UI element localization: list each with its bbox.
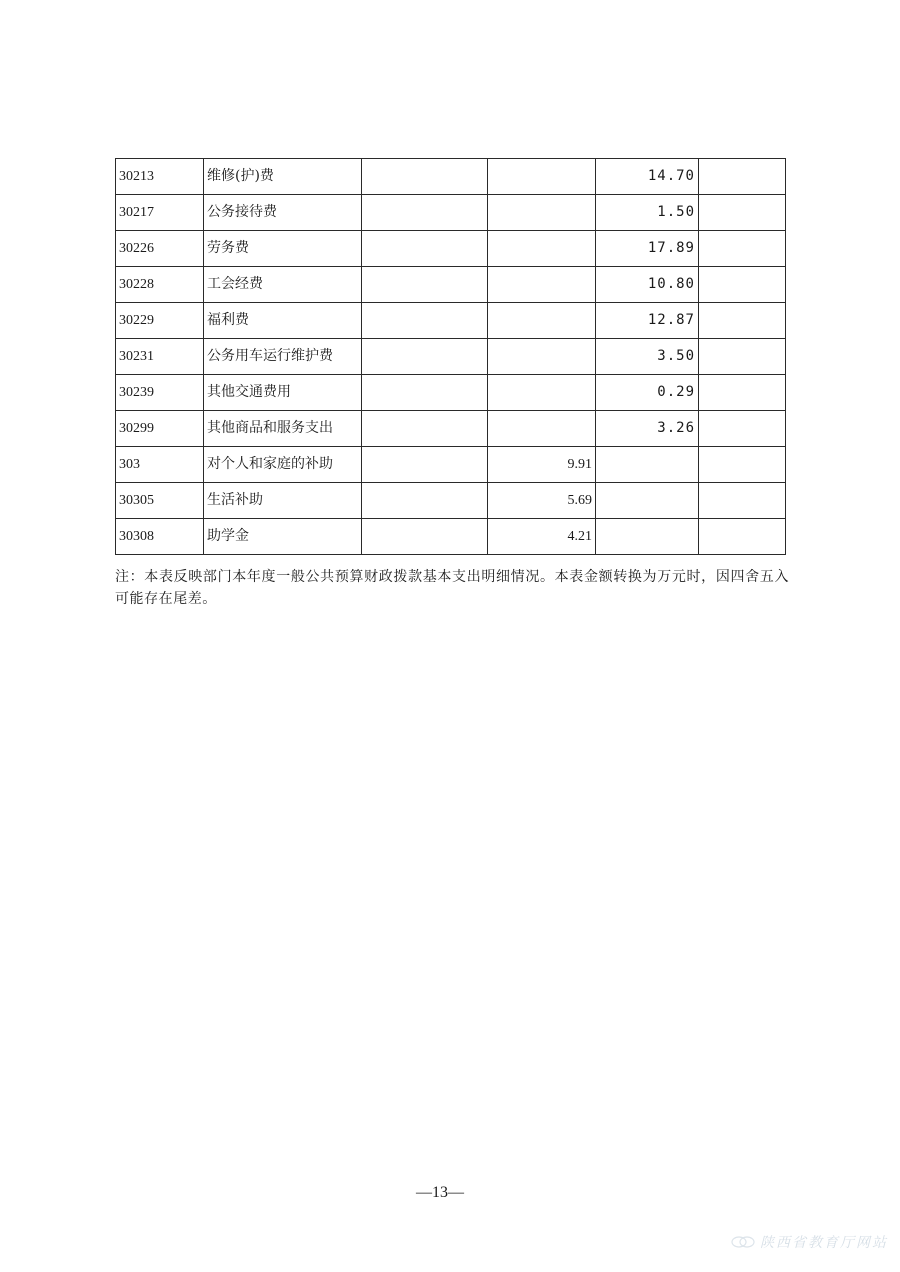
table-row <box>116 339 786 375</box>
amount-col4-cell: 4.21 <box>488 519 596 555</box>
table-row <box>116 159 786 195</box>
website-logo-icon <box>730 1234 756 1250</box>
expenditure-table <box>115 158 786 555</box>
amount-col4-cell <box>488 411 596 447</box>
amount-col3-cell <box>362 447 488 483</box>
amount-col5-cell: 12.87 <box>596 303 699 339</box>
amount-col3-cell <box>362 339 488 375</box>
amount-col3-cell <box>362 231 488 267</box>
item-name-cell: 其他商品和服务支出 <box>204 411 362 447</box>
amount-col6-cell <box>699 483 786 519</box>
amount-col3-cell <box>362 411 488 447</box>
amount-col4-cell <box>488 195 596 231</box>
economic-code-cell: 30217 <box>116 195 204 231</box>
item-name-cell: 劳务费 <box>204 231 362 267</box>
item-name-cell: 生活补助 <box>204 483 362 519</box>
table-row <box>116 519 786 555</box>
item-name-cell: 对个人和家庭的补助 <box>204 447 362 483</box>
table-row <box>116 411 786 447</box>
amount-col3-cell <box>362 519 488 555</box>
amount-col5-cell: 17.89 <box>596 231 699 267</box>
economic-code-cell: 30226 <box>116 231 204 267</box>
amount-col6-cell <box>699 303 786 339</box>
amount-col6-cell <box>699 411 786 447</box>
amount-col4-cell <box>488 231 596 267</box>
table-row <box>116 303 786 339</box>
table-row <box>116 231 786 267</box>
economic-code-cell: 303 <box>116 447 204 483</box>
watermark-text: 陕西省教育厅网站 <box>760 1235 888 1251</box>
item-name-cell: 公务用车运行维护费 <box>204 339 362 375</box>
table-row <box>116 483 786 519</box>
economic-code-cell: 30231 <box>116 339 204 375</box>
amount-col4-cell <box>488 375 596 411</box>
amount-col5-cell: 10.80 <box>596 267 699 303</box>
economic-code-cell: 30239 <box>116 375 204 411</box>
table-row <box>116 447 786 483</box>
item-name-cell: 其他交通费用 <box>204 375 362 411</box>
amount-col4-cell <box>488 339 596 375</box>
amount-col5-cell <box>596 447 699 483</box>
amount-col5-cell <box>596 519 699 555</box>
amount-col6-cell <box>699 159 786 195</box>
amount-col6-cell <box>699 195 786 231</box>
amount-col6-cell <box>699 447 786 483</box>
economic-code-cell: 30213 <box>116 159 204 195</box>
item-name-cell: 维修(护)费 <box>204 159 362 195</box>
item-name-cell: 公务接待费 <box>204 195 362 231</box>
economic-code-cell: 30308 <box>116 519 204 555</box>
item-name-cell: 助学金 <box>204 519 362 555</box>
amount-col5-cell: 0.29 <box>596 375 699 411</box>
amount-col6-cell <box>699 375 786 411</box>
economic-code-cell: 30228 <box>116 267 204 303</box>
economic-code-cell: 30305 <box>116 483 204 519</box>
amount-col4-cell: 5.69 <box>488 483 596 519</box>
item-name-cell: 工会经费 <box>204 267 362 303</box>
amount-col6-cell <box>699 519 786 555</box>
page-number: —13— <box>416 1184 464 1201</box>
amount-col6-cell <box>699 231 786 267</box>
table-row <box>116 267 786 303</box>
amount-col3-cell <box>362 159 488 195</box>
amount-col6-cell <box>699 267 786 303</box>
table-row <box>116 375 786 411</box>
amount-col5-cell: 3.26 <box>596 411 699 447</box>
amount-col5-cell <box>596 483 699 519</box>
amount-col5-cell: 14.70 <box>596 159 699 195</box>
site-watermark <box>730 1232 888 1252</box>
economic-code-cell: 30299 <box>116 411 204 447</box>
amount-col4-cell <box>488 267 596 303</box>
amount-col4-cell: 9.91 <box>488 447 596 483</box>
amount-col5-cell: 1.50 <box>596 195 699 231</box>
amount-col5-cell: 3.50 <box>596 339 699 375</box>
amount-col3-cell <box>362 483 488 519</box>
amount-col3-cell <box>362 303 488 339</box>
item-name-cell: 福利费 <box>204 303 362 339</box>
amount-col3-cell <box>362 375 488 411</box>
amount-col3-cell <box>362 195 488 231</box>
table-footnote: 注：本表反映部门本年度一般公共预算财政拨款基本支出明细情况。本表金额转换为万元时，因四舍五入可能存在尾差。 <box>115 569 789 607</box>
amount-col3-cell <box>362 267 488 303</box>
amount-col4-cell <box>488 303 596 339</box>
amount-col6-cell <box>699 339 786 375</box>
economic-code-cell: 30229 <box>116 303 204 339</box>
table-row <box>116 195 786 231</box>
amount-col4-cell <box>488 159 596 195</box>
